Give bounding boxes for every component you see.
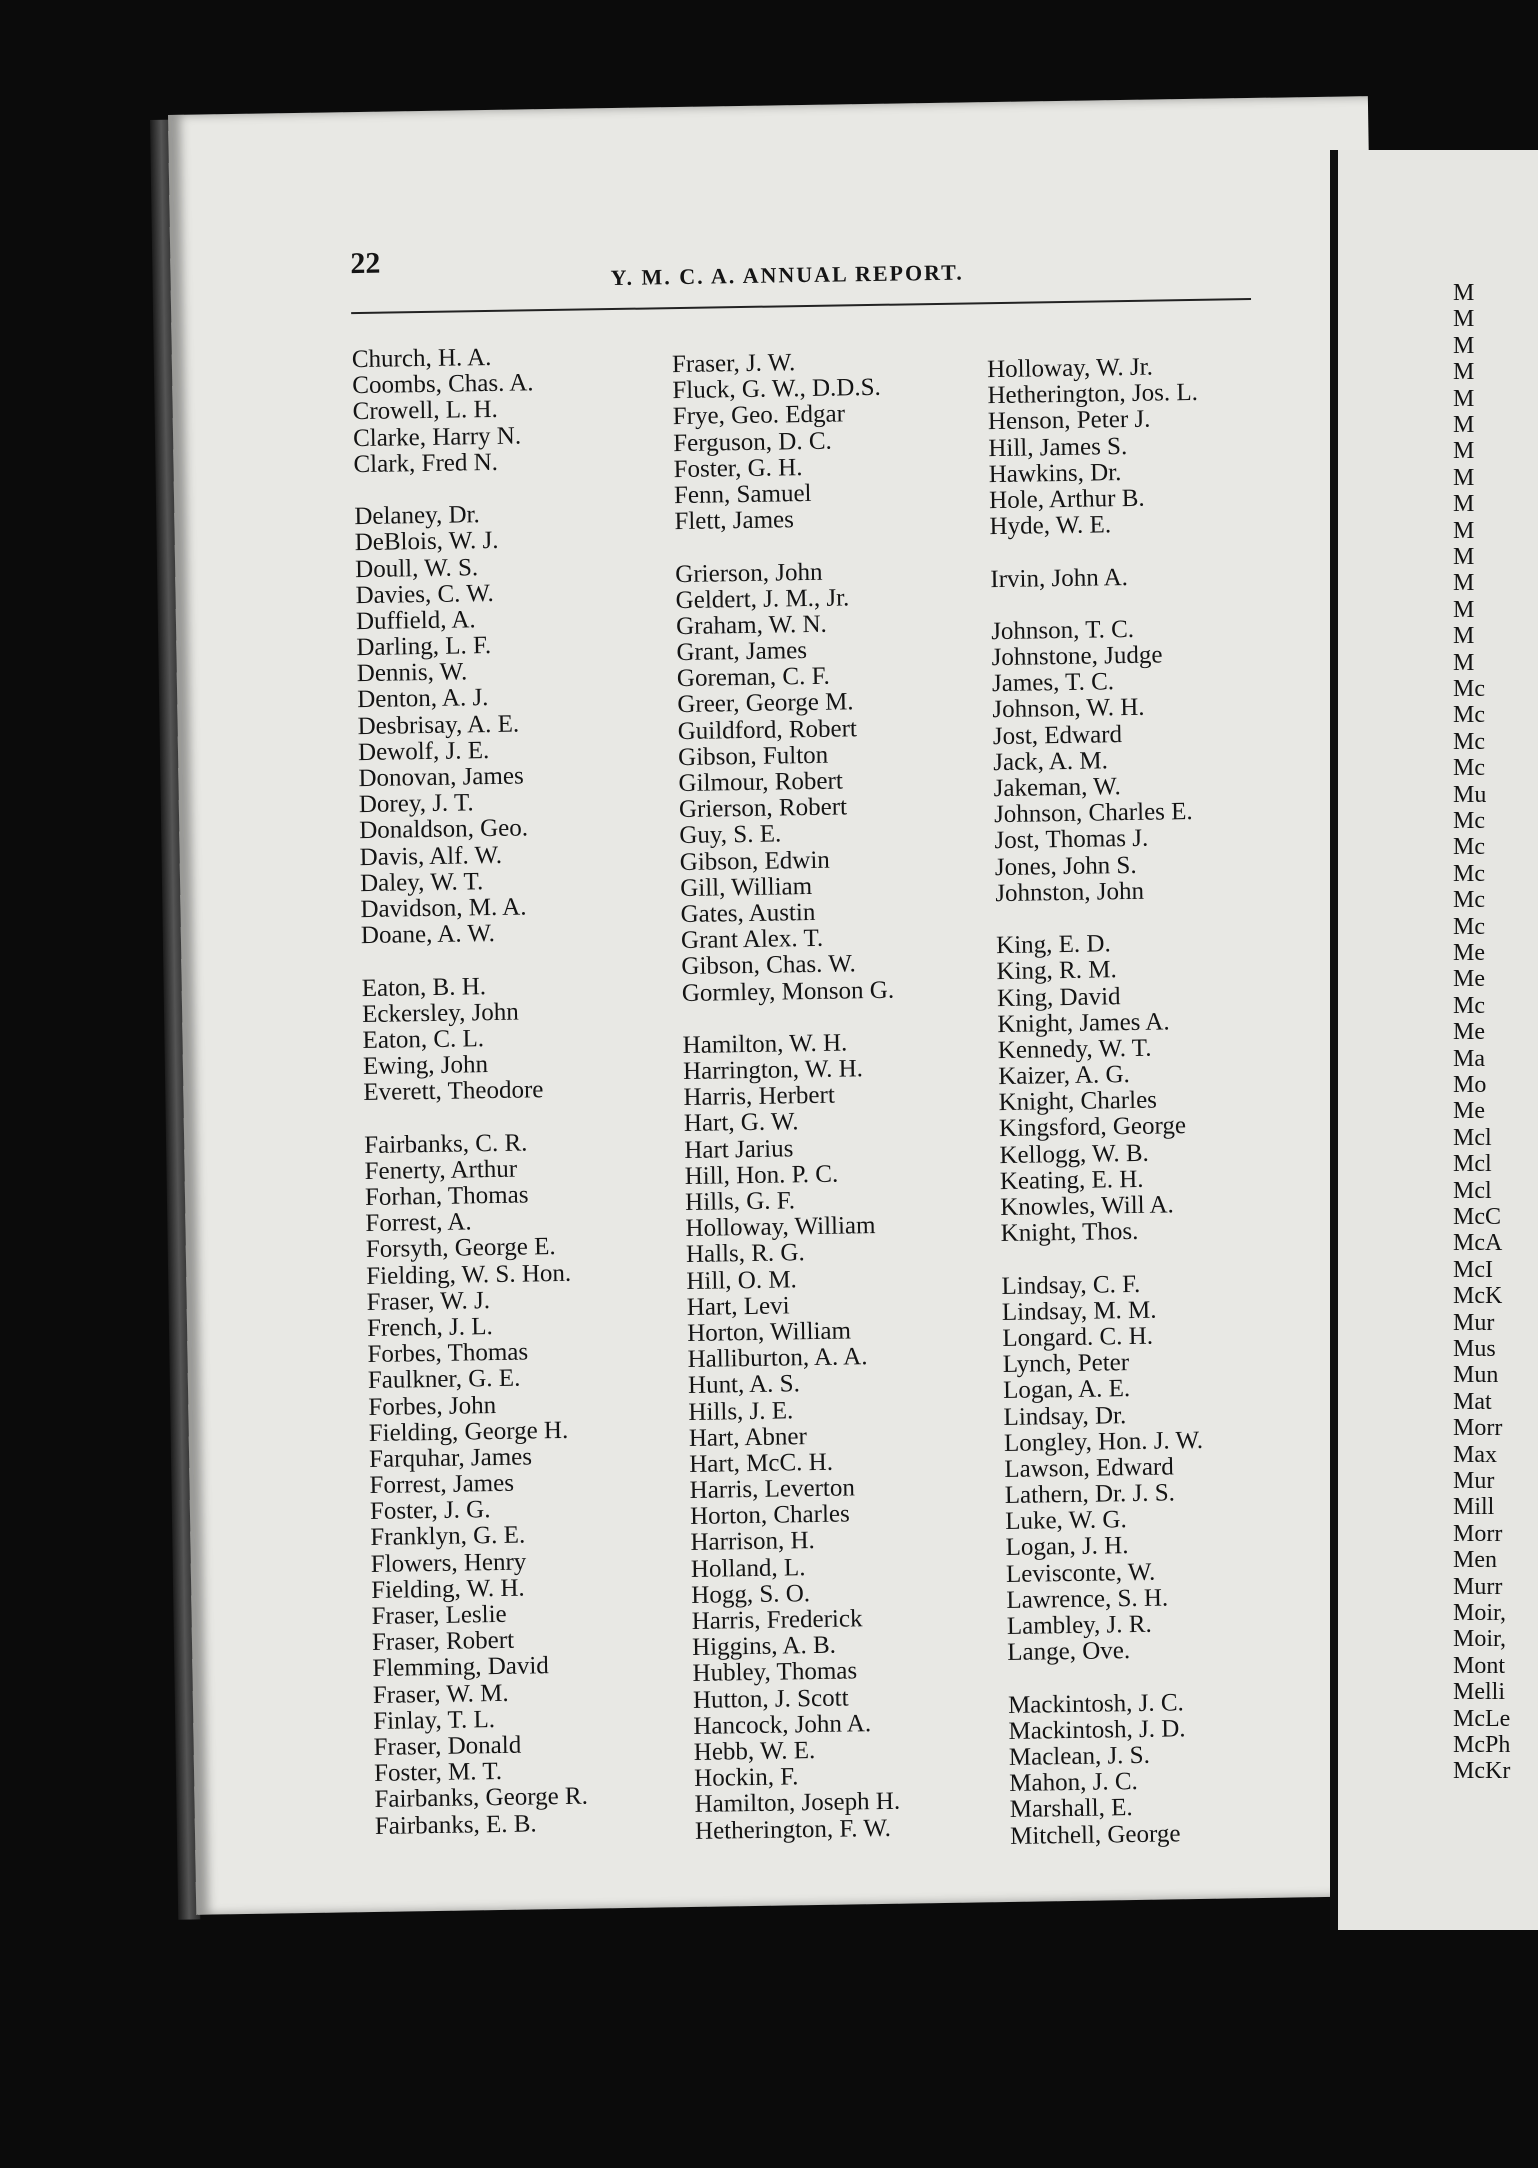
section-gap xyxy=(1007,1663,1218,1692)
member-name: Crowell, L. H. xyxy=(352,396,499,426)
member-name: Hutton, J. Scott xyxy=(692,1684,849,1714)
member-name: Jack, A. M. xyxy=(993,747,1109,776)
member-name: Horton, Charles xyxy=(689,1500,850,1531)
member-name: Hill, James S. xyxy=(988,432,1128,462)
member-name: Franklyn, G. E. xyxy=(370,1522,526,1552)
member-name: Higgins, A. B. xyxy=(691,1631,837,1662)
member-name: Hebb, W. E. xyxy=(693,1736,816,1766)
member-name: Halls, R. G. xyxy=(685,1239,805,1269)
member-name: Knight, Thos. xyxy=(1000,1218,1139,1248)
section-gap xyxy=(996,904,1207,933)
facing-page-text-fragment: M xyxy=(1453,464,1475,491)
facing-page-text-fragment: M xyxy=(1453,359,1475,386)
member-name: Jakeman, W. xyxy=(993,773,1121,803)
member-name: Lathern, Dr. J. S. xyxy=(1004,1479,1176,1510)
facing-page-text-fragment: Max xyxy=(1453,1441,1497,1468)
running-head: Y. M. C. A. ANNUAL REPORT. xyxy=(610,259,964,291)
member-name: Darling, L. F. xyxy=(356,632,492,662)
member-name: Harris, Leverton xyxy=(689,1474,856,1505)
member-name: Hetherington, Jos. L. xyxy=(987,379,1199,410)
member-name: King, David xyxy=(996,982,1121,1012)
member-name: Goreman, C. F. xyxy=(676,662,830,693)
facing-page-text-fragment: Mu xyxy=(1453,781,1487,808)
facing-page-text-fragment: M xyxy=(1453,517,1475,544)
section-gap xyxy=(354,475,568,505)
facing-page-text-fragment: McA xyxy=(1453,1230,1503,1257)
member-name: Longard. C. H. xyxy=(1002,1322,1154,1352)
member-name: Hockin, F. xyxy=(693,1763,799,1793)
facing-page-text-fragment: Mc xyxy=(1453,755,1485,782)
member-name: Greer, George M. xyxy=(677,688,854,719)
facing-page-text-fragment: Mus xyxy=(1453,1336,1496,1362)
member-name: Hubley, Thomas xyxy=(692,1657,858,1688)
member-name: Ferguson, D. C. xyxy=(673,427,833,457)
facing-page-text-fragment: M xyxy=(1453,491,1475,518)
facing-page-text-fragment: Morr xyxy=(1453,1520,1503,1547)
member-name: Gilmour, Robert xyxy=(678,767,844,798)
member-name: Kellogg, W. B. xyxy=(999,1139,1149,1169)
member-name: Keating, E. H. xyxy=(999,1165,1144,1195)
facing-page-text-fragment: Me xyxy=(1453,1098,1485,1125)
member-name: Logan, A. E. xyxy=(1002,1375,1131,1405)
member-name: Gibson, Chas. W. xyxy=(681,950,856,981)
member-name: Mackintosh, J. C. xyxy=(1007,1688,1184,1719)
facing-page-text-fragment: M xyxy=(1453,596,1475,623)
member-name: Faulkner, G. E. xyxy=(367,1364,521,1395)
facing-page-text-fragment: McPh xyxy=(1453,1732,1511,1758)
document-page xyxy=(168,96,1396,1915)
member-name: Fraser, W. J. xyxy=(366,1286,491,1316)
member-name: Holloway, W. Jr. xyxy=(986,353,1154,384)
facing-page-text-fragment: Mcl xyxy=(1453,1177,1492,1204)
member-name: Irvin, John A. xyxy=(990,563,1129,593)
member-name: Foster, M. T. xyxy=(373,1758,503,1788)
member-name: Grierson, John xyxy=(675,558,823,588)
member-name: Fraser, Leslie xyxy=(371,1600,507,1630)
facing-page-text-fragment: McI xyxy=(1453,1256,1493,1283)
member-name: Mackintosh, J. D. xyxy=(1008,1714,1186,1745)
facing-page-text-fragment: M xyxy=(1453,412,1475,438)
member-name: Mitchell, George xyxy=(1009,1819,1181,1850)
member-name: Lawson, Edward xyxy=(1004,1453,1174,1483)
member-name: Forbes, Thomas xyxy=(367,1338,529,1369)
member-name: Forrest, James xyxy=(369,1469,515,1500)
section-gap xyxy=(364,1103,578,1133)
member-name: Fenerty, Arthur xyxy=(364,1155,518,1185)
member-name: Clark, Fred N. xyxy=(353,448,499,478)
member-name: Lawrence, S. H. xyxy=(1006,1584,1169,1614)
section-gap xyxy=(990,537,1201,566)
member-name: Hawkins, Dr. xyxy=(988,458,1122,488)
member-name: Holland, L. xyxy=(690,1553,806,1583)
facing-page-text-fragment: Mc xyxy=(1453,834,1485,861)
facing-page-text-fragment: Mc xyxy=(1453,728,1485,755)
member-name: Fairbanks, George R. xyxy=(374,1782,589,1814)
facing-page-text-fragment: Murr xyxy=(1453,1573,1503,1600)
facing-page-text-fragment: M xyxy=(1453,649,1475,676)
member-name: Desbrisay, A. E. xyxy=(357,710,520,740)
member-name: Hunt, A. S. xyxy=(687,1370,801,1400)
member-name: Forbes, John xyxy=(368,1391,497,1421)
member-name: Hart, Abner xyxy=(688,1422,808,1452)
member-name: DeBlois, W. J. xyxy=(354,527,499,557)
member-name: Hill, Hon. P. C. xyxy=(684,1160,839,1190)
member-name: Finlay, T. L. xyxy=(373,1705,496,1735)
facing-page-text-fragment: Moir, xyxy=(1453,1626,1507,1653)
member-name: Denton, A. J. xyxy=(357,684,489,714)
member-name: Grant Alex. T. xyxy=(680,924,824,955)
section-gap xyxy=(1001,1244,1212,1273)
member-name: Church, H. A. xyxy=(351,343,492,374)
facing-page-text-fragment: Mat xyxy=(1453,1388,1492,1415)
page-number: 22 xyxy=(350,246,381,281)
member-name: Hills, J. E. xyxy=(688,1396,794,1426)
member-name: Davis, Alf. W. xyxy=(359,841,503,871)
facing-page-text-fragment: Melli xyxy=(1453,1679,1505,1706)
member-name: Daley, W. T. xyxy=(359,867,484,897)
member-name: Davies, C. W. xyxy=(355,579,494,609)
member-name: Hart, Levi xyxy=(686,1292,790,1321)
facing-page-text-fragment: Mill xyxy=(1453,1494,1495,1521)
member-name: King, E. D. xyxy=(995,930,1111,960)
member-name: Marshall, E. xyxy=(1009,1794,1133,1824)
facing-page-text-fragment: Mc xyxy=(1453,676,1485,702)
member-name: Guy, S. E. xyxy=(679,820,782,850)
facing-page-text-fragment: M xyxy=(1453,438,1475,465)
facing-page-text-fragment: Mc xyxy=(1453,887,1485,914)
member-name: Jost, Thomas J. xyxy=(994,825,1149,855)
member-name: Longley, Hon. J. W. xyxy=(1003,1426,1204,1457)
member-name: Knowles, Will A. xyxy=(1000,1191,1175,1222)
member-name: Flemming, David xyxy=(372,1652,550,1683)
member-name: Grant, James xyxy=(676,637,808,667)
member-name: Lambley, J. R. xyxy=(1006,1610,1152,1641)
facing-page-text-fragment: Mur xyxy=(1453,1468,1495,1494)
facing-page-fragment xyxy=(1330,150,1538,1930)
member-name: Eckersley, John xyxy=(361,998,520,1028)
member-name: Foster, G. H. xyxy=(673,453,803,483)
member-name: Horton, William xyxy=(686,1317,852,1347)
member-name: Fraser, Robert xyxy=(371,1626,515,1657)
member-name: Lange, Ove. xyxy=(1007,1637,1131,1667)
member-name: Hole, Arthur B. xyxy=(988,484,1145,515)
member-name: Johnson, W. H. xyxy=(992,694,1145,724)
member-name: Flett, James xyxy=(674,506,795,536)
member-name: Guildford, Robert xyxy=(677,714,858,745)
member-name: Donovan, James xyxy=(358,762,524,793)
facing-page-text-fragment: McLe xyxy=(1453,1705,1511,1732)
member-name: Hamilton, Joseph H. xyxy=(694,1788,901,1819)
member-name: Holloway, William xyxy=(685,1212,876,1243)
member-name: Harrington, W. H. xyxy=(682,1055,864,1086)
name-column-2 xyxy=(672,349,908,1845)
member-name: Fluck, G. W., D.D.S. xyxy=(672,374,881,405)
member-name: Dorey, J. T. xyxy=(358,789,474,819)
member-name: Fenn, Samuel xyxy=(673,479,812,510)
facing-page-text-fragment: Mc xyxy=(1453,860,1485,887)
facing-page-text-fragment: Mc xyxy=(1453,913,1485,940)
member-name: Luke, W. G. xyxy=(1004,1506,1127,1536)
member-name: Doull, W. S. xyxy=(354,553,479,583)
member-name: Halliburton, A. A. xyxy=(687,1343,868,1374)
section-gap xyxy=(991,590,1202,619)
member-name: Gormley, Monson G. xyxy=(681,976,895,1007)
member-name: Dewolf, J. E. xyxy=(357,736,490,766)
facing-page-text-fragment: Me xyxy=(1453,966,1485,993)
facing-page-text-fragment: Mcl xyxy=(1453,1151,1492,1178)
facing-page-text-fragment: Moir, xyxy=(1453,1600,1507,1626)
member-name: Hart, G. W. xyxy=(683,1108,799,1138)
facing-page-text-fragment: McKr xyxy=(1453,1758,1511,1785)
member-name: Forsyth, George E. xyxy=(365,1233,556,1264)
member-name: Harris, Herbert xyxy=(683,1081,836,1112)
facing-page-text-fragment: M xyxy=(1453,570,1475,597)
member-name: Fielding, George H. xyxy=(368,1416,569,1447)
member-name: Gibson, Edwin xyxy=(679,846,830,876)
member-name: Jones, John S. xyxy=(994,851,1137,881)
member-name: Lindsay, Dr. xyxy=(1003,1401,1127,1431)
facing-page-text-fragment: Mo xyxy=(1453,1072,1487,1098)
member-name: Mahon, J. C. xyxy=(1009,1768,1138,1798)
facing-page-text-fragment: Mcl xyxy=(1453,1124,1492,1151)
member-name: Fielding, W. H. xyxy=(370,1574,525,1604)
facing-page-text-fragment: M xyxy=(1453,332,1475,359)
member-name: Forhan, Thomas xyxy=(364,1181,529,1212)
member-name: Grierson, Robert xyxy=(678,793,848,824)
facing-page-text-fragment: M xyxy=(1453,306,1475,333)
member-name: Delaney, Dr. xyxy=(354,501,480,531)
member-name: Hogg, S. O. xyxy=(691,1579,811,1609)
facing-page-text-fragment: M xyxy=(1453,280,1475,306)
member-name: Farquhar, James xyxy=(368,1443,533,1473)
facing-page-text-fragment: McK xyxy=(1453,1283,1503,1310)
facing-page-text-fragment: M xyxy=(1453,623,1475,650)
member-name: Johnston, John xyxy=(995,877,1145,907)
facing-page-text-fragment: M xyxy=(1453,544,1475,570)
member-name: Eaton, C. L. xyxy=(362,1025,485,1054)
member-name: Hart, McC. H. xyxy=(689,1448,834,1478)
member-name: Hill, O. M. xyxy=(686,1265,798,1295)
member-name: Kaizer, A. G. xyxy=(997,1061,1130,1091)
member-name: Harrison, H. xyxy=(690,1527,815,1557)
member-name: Everett, Theodore xyxy=(363,1076,544,1107)
member-name: Fielding, W. S. Hon. xyxy=(366,1259,572,1290)
member-name: Lynch, Peter xyxy=(1002,1349,1130,1379)
facing-page-text-fragment: Men xyxy=(1453,1547,1497,1574)
member-name: Knight, James A. xyxy=(997,1008,1170,1038)
member-name: Jost, Edward xyxy=(992,720,1123,750)
member-name: Hyde, W. E. xyxy=(989,511,1112,541)
section-gap xyxy=(361,946,575,976)
member-name: Davidson, M. A. xyxy=(360,893,527,924)
member-name: Henson, Peter J. xyxy=(987,405,1151,436)
member-name: Forrest, A. xyxy=(365,1208,472,1238)
member-name: Kennedy, W. T. xyxy=(997,1034,1152,1064)
member-name: Fairbanks, C. R. xyxy=(363,1129,528,1159)
member-name: Geldert, J. M., Jr. xyxy=(675,584,850,614)
member-name: Hills, G. F. xyxy=(684,1187,796,1217)
name-column-1 xyxy=(352,344,589,1840)
facing-page-text-fragment: M xyxy=(1453,385,1475,412)
member-name: Lindsay, C. F. xyxy=(1001,1270,1141,1300)
member-name: Kingsford, George xyxy=(998,1112,1187,1143)
member-name: Lindsay, M. M. xyxy=(1001,1296,1157,1326)
member-name: Fairbanks, E. B. xyxy=(374,1809,537,1840)
member-name: Gill, William xyxy=(679,872,813,902)
member-name: Fraser, Donald xyxy=(373,1731,522,1761)
facing-page-text-fragment: Mur xyxy=(1453,1309,1495,1336)
section-gap xyxy=(675,532,888,562)
facing-page-text-fragment: Ma xyxy=(1453,1045,1485,1072)
member-name: Hamilton, W. H. xyxy=(682,1029,848,1059)
facing-page-text-fragment: Mc xyxy=(1453,702,1485,729)
name-column-3 xyxy=(987,354,1221,1850)
member-name: James, T. C. xyxy=(991,668,1115,698)
section-gap xyxy=(682,1003,895,1033)
member-name: Gibson, Fulton xyxy=(677,741,829,771)
member-name: Levisconte, W. xyxy=(1005,1558,1156,1588)
member-name: King, R. M. xyxy=(996,956,1117,986)
header-rule xyxy=(351,298,1251,314)
member-name: Dennis, W. xyxy=(356,658,468,688)
member-name: Johnstone, Judge xyxy=(991,641,1163,672)
member-name: Maclean, J. S. xyxy=(1008,1741,1151,1771)
member-name: French, J. L. xyxy=(366,1312,493,1342)
member-name: Frye, Geo. Edgar xyxy=(672,400,846,431)
member-name: Doane, A. W. xyxy=(360,920,496,950)
facing-page-text-fragment: Mont xyxy=(1453,1652,1506,1679)
facing-page-text-fragment: Morr xyxy=(1453,1415,1503,1442)
member-name: Hancock, John A. xyxy=(693,1709,872,1740)
member-name: Graham, W. N. xyxy=(675,610,827,640)
member-name: Clarke, Harry N. xyxy=(352,422,522,452)
facing-page-text-fragment: Mc xyxy=(1453,808,1485,834)
member-name: Gates, Austin xyxy=(680,898,816,928)
member-name: Flowers, Henry xyxy=(370,1548,527,1578)
member-name: Ewing, John xyxy=(362,1051,489,1081)
member-name: Harris, Frederick xyxy=(691,1605,863,1635)
member-name: Logan, J. H. xyxy=(1005,1532,1129,1562)
member-name: Johnson, T. C. xyxy=(991,615,1135,646)
member-name: Duffield, A. xyxy=(355,606,476,635)
member-name: Johnson, Charles E. xyxy=(993,798,1193,829)
member-name: Hetherington, F. W. xyxy=(694,1814,892,1845)
member-name: Hart Jarius xyxy=(684,1134,794,1164)
member-name: Eaton, B. H. xyxy=(361,972,487,1002)
facing-page-text-fragment: Mc xyxy=(1453,992,1485,1019)
facing-page-text-fragment: McC xyxy=(1453,1204,1501,1230)
facing-page-text-fragment: Me xyxy=(1453,1019,1485,1046)
facing-page-text-fragment: Mun xyxy=(1453,1362,1499,1389)
facing-page-text-fragment: Me xyxy=(1453,940,1485,966)
member-name: Donaldson, Geo. xyxy=(359,814,529,845)
member-name: Coombs, Chas. A. xyxy=(352,369,534,400)
member-name: Fraser, W. M. xyxy=(372,1679,509,1709)
member-name: Fraser, J. W. xyxy=(671,349,796,379)
member-name: Knight, Charles xyxy=(998,1086,1158,1117)
member-name: Foster, J. G. xyxy=(369,1496,491,1526)
